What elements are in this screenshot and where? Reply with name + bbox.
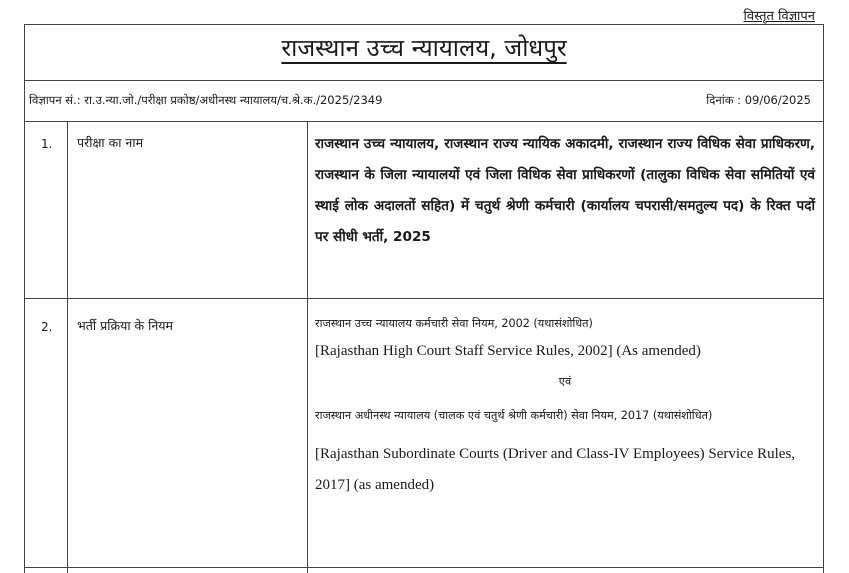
recruitment-rules-value <box>315 308 815 501</box>
row-number: 1. <box>41 137 53 151</box>
row-number: 2. <box>41 320 53 334</box>
rule-hindi: राजस्थान उच्च न्यायालय कर्मचारी सेवा नियम, 2002 (यथासंशोधित) <box>315 317 593 330</box>
rule-hindi: राजस्थान अधीनस्थ न्यायालय (चालक एवं चतुर्थ श्रेणी कर्मचारी) सेवा नियम, 2017 (यथासंशोधित) <box>315 409 713 422</box>
divider <box>25 80 823 81</box>
advertisement-number: विज्ञापन सं.: रा.उ.न्या.जो./परीक्षा प्रकोष्ठ/अधीनस्थ न्यायालय/च.श्रे.क./2025/2349 <box>29 93 383 107</box>
column-divider <box>307 121 308 573</box>
rule-english: [Rajasthan Subordinate Courts (Driver and Class-IV Employees) Service Rules, 2017] (as amended) <box>315 446 796 493</box>
notice-frame <box>24 24 824 573</box>
detailed-advertisement-tag: विस्तृत विज्ञापन <box>743 9 815 24</box>
divider <box>25 567 823 568</box>
divider <box>25 121 823 122</box>
row-label: भर्ती प्रक्रिया के नियम <box>77 318 174 333</box>
rule-english: [Rajasthan High Court Staff Service Rules, 2002] (As amended) <box>315 343 701 359</box>
rule-conjunction: एवं <box>558 375 572 388</box>
page-title: राजस्थान उच्च न्यायालय, जोधपुर <box>281 34 567 62</box>
row-label: परीक्षा का नाम <box>77 135 144 150</box>
divider <box>25 298 823 299</box>
advertisement-date: दिनांक : 09/06/2025 <box>706 93 811 107</box>
column-divider <box>67 121 68 573</box>
exam-name-value: राजस्थान उच्च न्यायालय, राजस्थान राज्य न्यायिक अकादमी, राजस्थान राज्य विधिक सेवा प्राधिकरण, राजस्थान के जिला न्यायालयों एवं जिला विधिक सेवा प्राधिकरणों (तालुका विधिक सेवा समितियों एवं स्थाई लोक अदालतों सहित) में चतुर्थ श्रेणी कर्मचारी (कार्यालय चपरासी/समतुल्य पद) के रिक्त पदों पर सीधी भर्ती, 2025 <box>315 136 815 245</box>
